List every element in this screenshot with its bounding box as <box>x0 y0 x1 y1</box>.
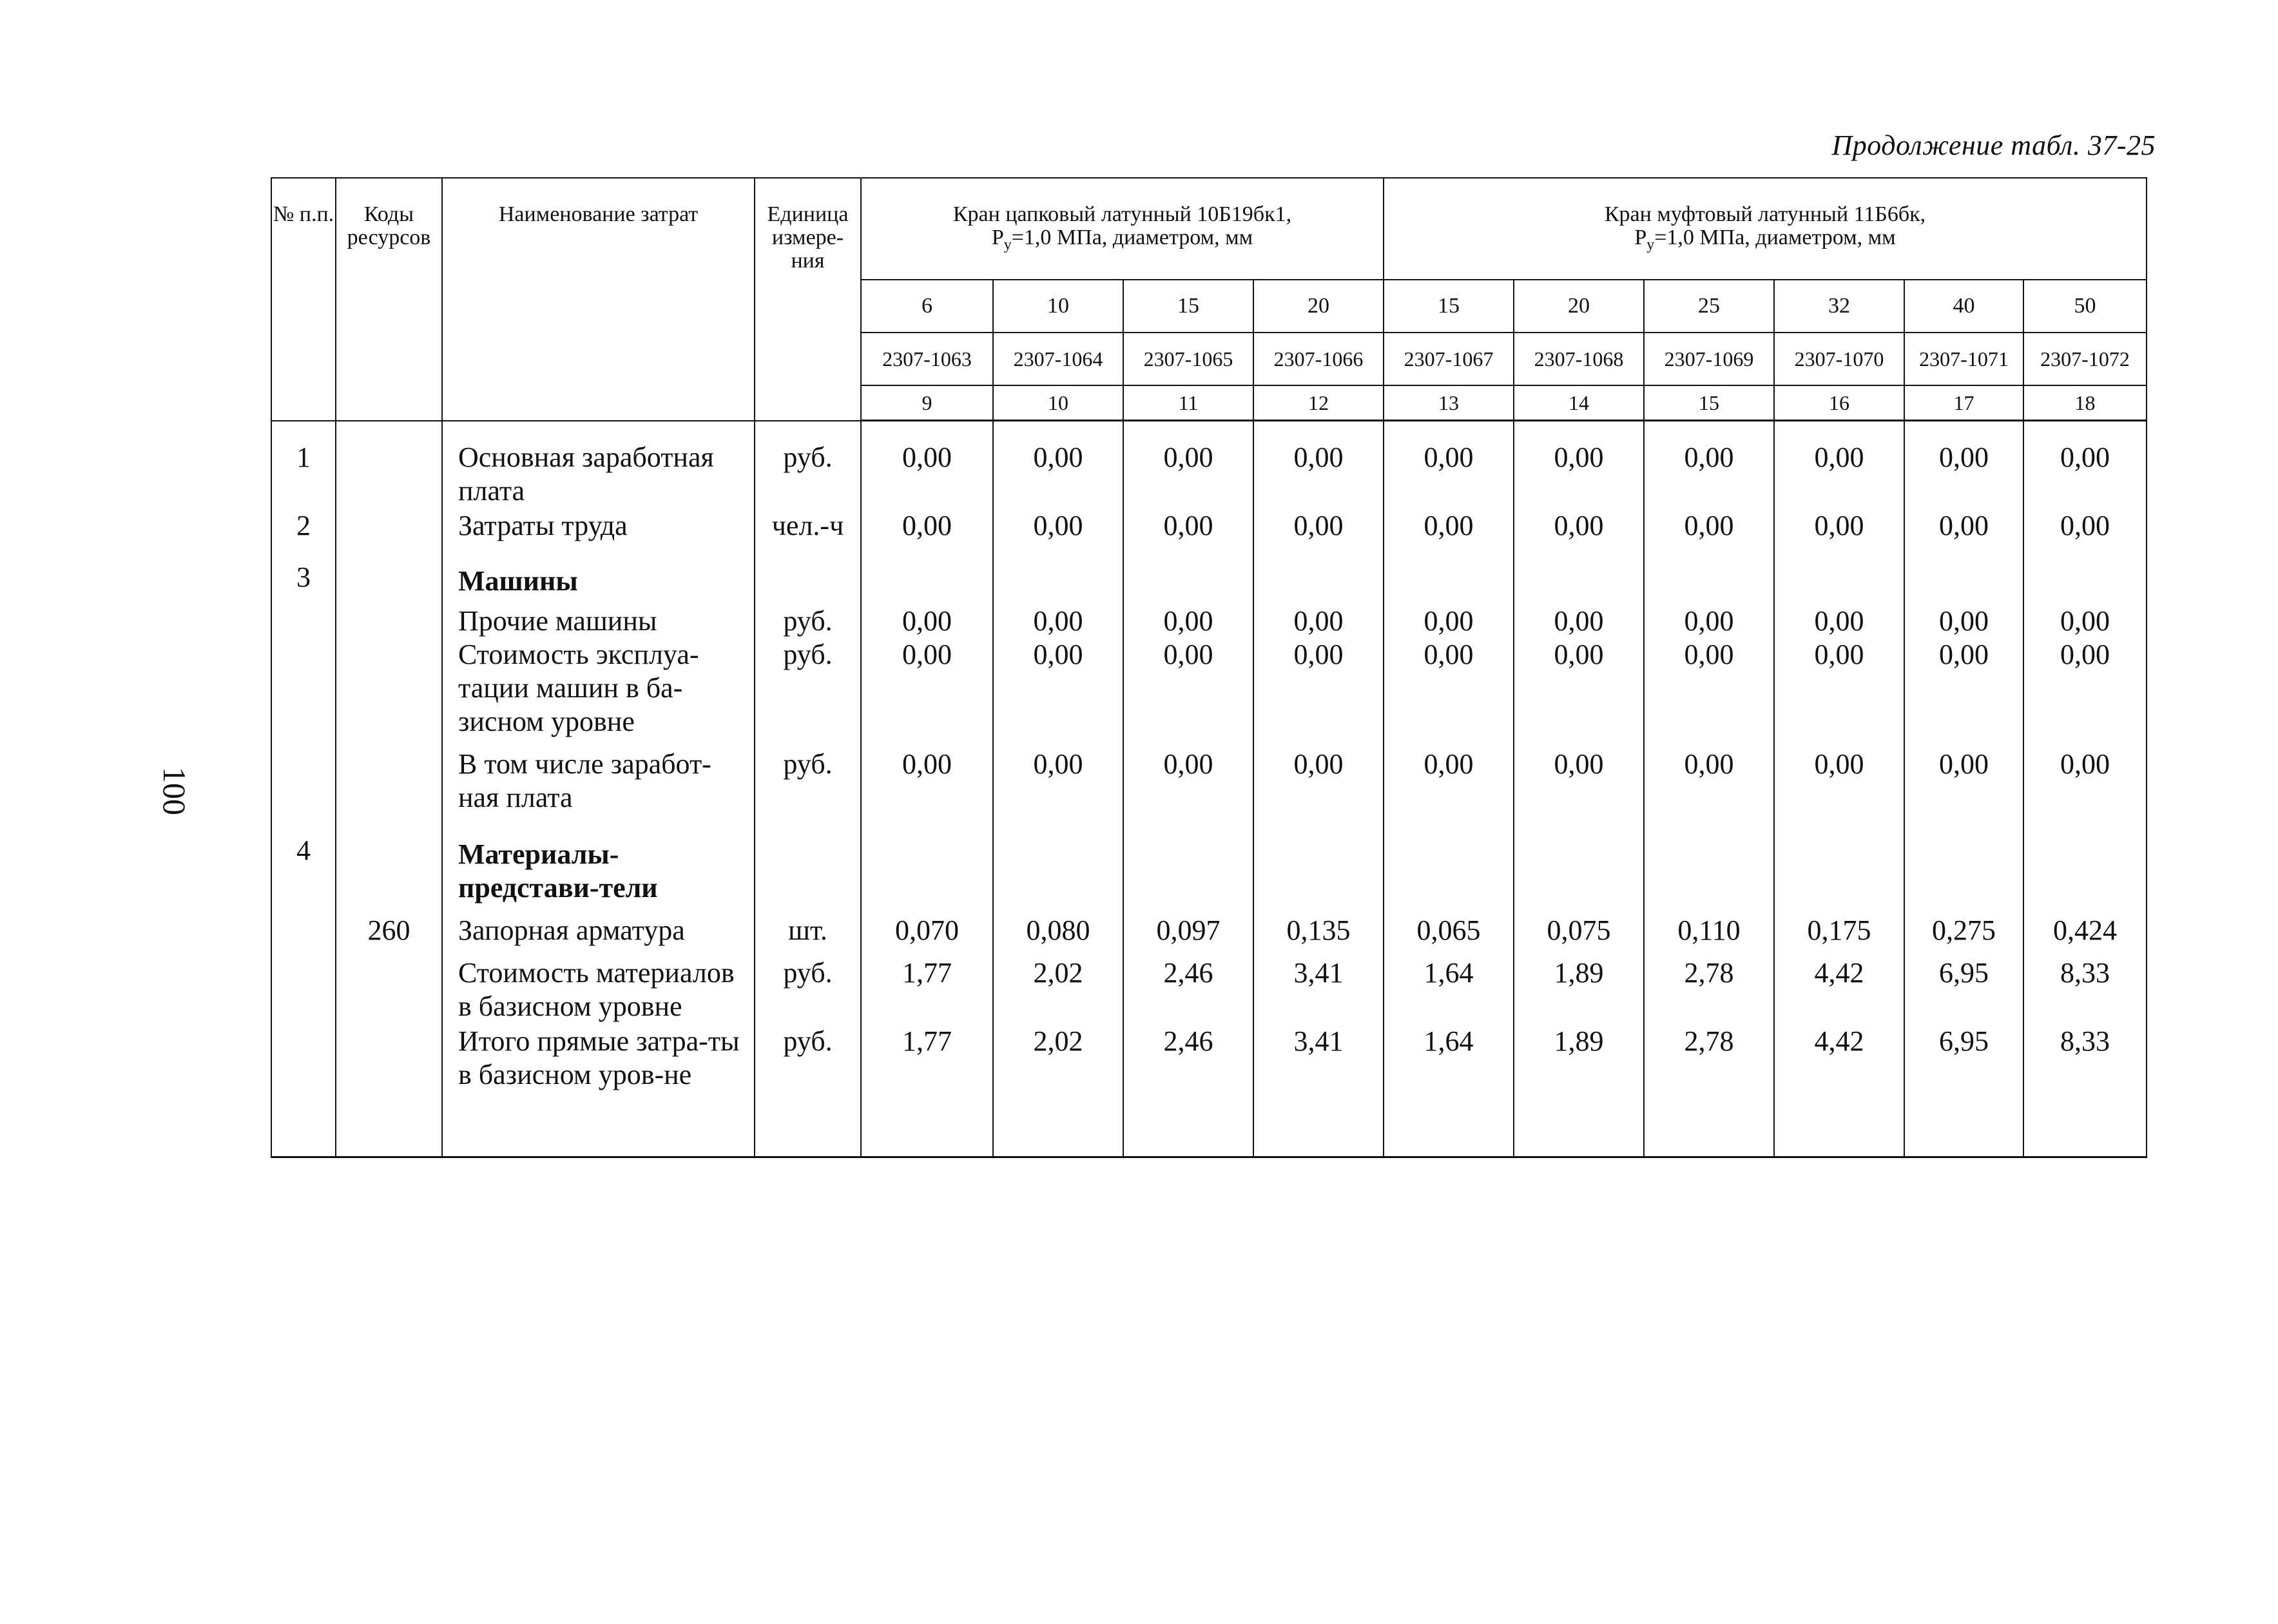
row-number <box>271 905 336 947</box>
value-cell: 0,00 <box>993 598 1123 638</box>
value-cell: 1,89 <box>1514 1023 1644 1157</box>
table-row <box>271 598 2147 638</box>
header-unit: Единица измере-ния <box>755 178 861 421</box>
unit: руб. <box>755 1023 861 1157</box>
resource-code <box>336 815 442 905</box>
value-cell: 0,00 <box>1253 598 1384 638</box>
value-cell: 2,78 <box>1644 1023 1774 1157</box>
value-cell <box>993 543 1123 598</box>
size-cell: 20 <box>1253 280 1384 333</box>
value-cell <box>861 543 993 598</box>
resource-code <box>336 543 442 598</box>
value-cell: 0,00 <box>1253 421 1384 508</box>
header-no: № п.п. <box>271 178 336 421</box>
resource-code <box>336 508 442 543</box>
code-cell: 2307-1070 <box>1774 333 1904 385</box>
group1-title: Кран цапковый латунный 10Б19бк1, <box>952 202 1292 226</box>
row-number <box>271 598 336 638</box>
value-cell: 0,00 <box>1644 638 1774 739</box>
value-cell: 0,424 <box>2023 905 2147 947</box>
group1-p-sub: у <box>1003 236 1012 253</box>
value-cell: 0,00 <box>1644 421 1774 508</box>
table-row <box>271 815 2147 905</box>
value-cell: 0,070 <box>861 905 993 947</box>
column-number: 17 <box>1904 385 2023 421</box>
size-cell: 40 <box>1904 280 2023 333</box>
table-row <box>271 421 2147 508</box>
value-cell: 4,42 <box>1774 947 1904 1023</box>
value-cell: 0,00 <box>861 508 993 543</box>
value-cell: 4,42 <box>1774 1023 1904 1157</box>
value-cell: 0,00 <box>1514 508 1644 543</box>
value-cell: 0,00 <box>2023 598 2147 638</box>
cost-name: Затраты труда <box>442 508 755 543</box>
value-cell: 0,00 <box>1514 421 1644 508</box>
value-cell: 0,075 <box>1514 905 1644 947</box>
resource-code <box>336 739 442 815</box>
column-number: 14 <box>1514 385 1644 421</box>
value-cell <box>1904 543 2023 598</box>
value-cell <box>1384 815 1514 905</box>
table-row <box>271 905 2147 947</box>
row-number <box>271 947 336 1023</box>
value-cell: 0,00 <box>1904 508 2023 543</box>
value-cell: 0,00 <box>1904 638 2023 739</box>
row-number <box>271 1023 336 1157</box>
header-name: Наименование затрат <box>442 178 755 421</box>
code-cell: 2307-1065 <box>1123 333 1253 385</box>
value-cell: 0,00 <box>1384 739 1514 815</box>
cost-name: Прочие машины <box>442 598 755 638</box>
value-cell: 2,02 <box>993 1023 1123 1157</box>
table-row <box>271 543 2147 598</box>
cost-name: Материалы-представи-тели <box>442 815 755 905</box>
cost-name: Стоимость материалов в базисном уровне <box>442 947 755 1023</box>
table-row <box>271 508 2147 543</box>
unit: руб. <box>755 421 861 508</box>
size-cell: 50 <box>2023 280 2147 333</box>
value-cell: 0,00 <box>2023 739 2147 815</box>
value-cell: 1,77 <box>861 947 993 1023</box>
unit: руб. <box>755 638 861 739</box>
value-cell: 0,00 <box>1123 508 1253 543</box>
resource-code: 260 <box>336 905 442 947</box>
resource-code <box>336 947 442 1023</box>
value-cell <box>1384 543 1514 598</box>
value-cell: 0,00 <box>1774 638 1904 739</box>
column-number: 12 <box>1253 385 1384 421</box>
value-cell: 0,00 <box>1123 421 1253 508</box>
value-cell: 0,00 <box>2023 638 2147 739</box>
size-cell: 10 <box>993 280 1123 333</box>
value-cell <box>861 815 993 905</box>
value-cell: 0,00 <box>1774 421 1904 508</box>
value-cell: 2,46 <box>1123 947 1253 1023</box>
value-cell: 0,00 <box>1123 638 1253 739</box>
value-cell <box>1774 815 1904 905</box>
code-cell: 2307-1066 <box>1253 333 1384 385</box>
value-cell: 0,00 <box>861 739 993 815</box>
value-cell: 0,175 <box>1774 905 1904 947</box>
value-cell <box>1774 543 1904 598</box>
unit: руб. <box>755 739 861 815</box>
code-cell: 2307-1067 <box>1384 333 1514 385</box>
value-cell: 0,00 <box>1904 421 2023 508</box>
cost-name: Машины <box>442 543 755 598</box>
value-cell: 3,41 <box>1253 1023 1384 1157</box>
column-number: 11 <box>1123 385 1253 421</box>
value-cell: 0,00 <box>1384 598 1514 638</box>
value-cell: 0,00 <box>1774 739 1904 815</box>
code-cell: 2307-1072 <box>2023 333 2147 385</box>
column-number: 16 <box>1774 385 1904 421</box>
value-cell <box>1514 543 1644 598</box>
value-cell: 6,95 <box>1904 947 2023 1023</box>
code-cell: 2307-1069 <box>1644 333 1774 385</box>
group2-p-sub: у <box>1646 236 1655 253</box>
value-cell: 3,41 <box>1253 947 1384 1023</box>
value-cell: 6,95 <box>1904 1023 2023 1157</box>
value-cell: 0,00 <box>1253 638 1384 739</box>
group2-spec: =1,0 МПа, диаметром, мм <box>1654 226 1896 249</box>
value-cell <box>1253 815 1384 905</box>
value-cell <box>1123 543 1253 598</box>
value-cell: 0,00 <box>1904 598 2023 638</box>
value-cell <box>1644 815 1774 905</box>
resource-code <box>336 638 442 739</box>
cost-name: Запорная арматура <box>442 905 755 947</box>
value-cell: 0,00 <box>1514 638 1644 739</box>
value-cell: 8,33 <box>2023 947 2147 1023</box>
value-cell: 0,00 <box>1123 598 1253 638</box>
value-cell: 0,00 <box>1253 508 1384 543</box>
value-cell: 0,00 <box>1514 739 1644 815</box>
value-cell: 2,46 <box>1123 1023 1253 1157</box>
resource-code <box>336 598 442 638</box>
value-cell <box>1253 543 1384 598</box>
value-cell: 0,00 <box>993 638 1123 739</box>
unit <box>755 543 861 598</box>
value-cell <box>1644 543 1774 598</box>
header-codes: Коды ресурсов <box>336 178 442 421</box>
value-cell: 2,78 <box>1644 947 1774 1023</box>
value-cell: 0,00 <box>993 508 1123 543</box>
page-number: 100 <box>157 767 193 815</box>
unit: чел.-ч <box>755 508 861 543</box>
table-body <box>271 421 2147 1157</box>
value-cell: 0,00 <box>1774 598 1904 638</box>
table-row <box>271 739 2147 815</box>
value-cell: 1,77 <box>861 1023 993 1157</box>
unit: шт. <box>755 905 861 947</box>
group2-p: P <box>1634 226 1647 249</box>
value-cell: 0,00 <box>993 421 1123 508</box>
value-cell: 0,00 <box>1253 739 1384 815</box>
value-cell: 0,00 <box>1514 598 1644 638</box>
value-cell: 0,097 <box>1123 905 1253 947</box>
value-cell <box>1904 815 2023 905</box>
row-number <box>271 638 336 739</box>
code-cell: 2307-1071 <box>1904 333 2023 385</box>
resource-code <box>336 421 442 508</box>
table-row <box>271 947 2147 1023</box>
value-cell: 0,110 <box>1644 905 1774 947</box>
column-number: 18 <box>2023 385 2147 421</box>
value-cell: 0,00 <box>1774 508 1904 543</box>
row-number: 4 <box>271 815 336 905</box>
value-cell: 0,00 <box>861 421 993 508</box>
value-cell: 0,00 <box>1123 739 1253 815</box>
unit: руб. <box>755 598 861 638</box>
value-cell: 0,00 <box>1644 598 1774 638</box>
resource-code <box>336 1023 442 1157</box>
value-cell: 0,00 <box>1904 739 2023 815</box>
value-cell: 8,33 <box>2023 1023 2147 1157</box>
value-cell: 0,00 <box>2023 508 2147 543</box>
table-row <box>271 638 2147 739</box>
value-cell: 1,64 <box>1384 1023 1514 1157</box>
resource-table <box>271 177 2147 1158</box>
value-cell <box>1514 815 1644 905</box>
value-cell: 0,00 <box>1644 508 1774 543</box>
value-cell: 0,00 <box>1384 638 1514 739</box>
size-cell: 15 <box>1384 280 1514 333</box>
size-cell: 25 <box>1644 280 1774 333</box>
unit: руб. <box>755 947 861 1023</box>
row-number: 3 <box>271 543 336 598</box>
table-header <box>271 178 2147 421</box>
size-cell: 32 <box>1774 280 1904 333</box>
value-cell: 0,00 <box>861 598 993 638</box>
value-cell: 0,00 <box>1644 739 1774 815</box>
row-number <box>271 739 336 815</box>
column-number: 15 <box>1644 385 1774 421</box>
value-cell: 0,00 <box>993 739 1123 815</box>
cost-name: Итого прямые затра-ты в базисном уров-не <box>442 1023 755 1157</box>
value-cell: 0,275 <box>1904 905 2023 947</box>
cost-name: В том числе заработ-ная плата <box>442 739 755 815</box>
code-cell: 2307-1064 <box>993 333 1123 385</box>
row-number: 2 <box>271 508 336 543</box>
value-cell <box>2023 815 2147 905</box>
value-cell: 0,080 <box>993 905 1123 947</box>
size-cell: 20 <box>1514 280 1644 333</box>
header-group-tap-valve <box>861 178 1384 280</box>
value-cell <box>1123 815 1253 905</box>
value-cell: 0,00 <box>861 638 993 739</box>
group1-p: P <box>991 226 1004 249</box>
value-cell: 2,02 <box>993 947 1123 1023</box>
value-cell: 0,135 <box>1253 905 1384 947</box>
value-cell <box>993 815 1123 905</box>
header-group-coupling-valve <box>1384 178 2147 280</box>
column-number: 13 <box>1384 385 1514 421</box>
row-number: 1 <box>271 421 336 508</box>
code-cell: 2307-1068 <box>1514 333 1644 385</box>
group1-spec: =1,0 МПа, диаметром, мм <box>1011 226 1253 249</box>
group2-title: Кран муфтовый латунный 11Б6бк, <box>1604 202 1926 226</box>
size-cell: 6 <box>861 280 993 333</box>
value-cell: 0,00 <box>1384 508 1514 543</box>
value-cell: 0,00 <box>1384 421 1514 508</box>
value-cell <box>2023 543 2147 598</box>
table-caption: Продолжение табл. 37-25 <box>1831 130 2156 161</box>
value-cell: 1,64 <box>1384 947 1514 1023</box>
value-cell: 1,89 <box>1514 947 1644 1023</box>
cost-name: Стоимость эксплуа-тации машин в ба-зисном уровне <box>442 638 755 739</box>
column-number: 10 <box>993 385 1123 421</box>
code-cell: 2307-1063 <box>861 333 993 385</box>
value-cell: 0,065 <box>1384 905 1514 947</box>
unit <box>755 815 861 905</box>
column-number: 9 <box>861 385 993 421</box>
size-cell: 15 <box>1123 280 1253 333</box>
table-row <box>271 1023 2147 1157</box>
cost-name: Основная заработная плата <box>442 421 755 508</box>
value-cell: 0,00 <box>2023 421 2147 508</box>
